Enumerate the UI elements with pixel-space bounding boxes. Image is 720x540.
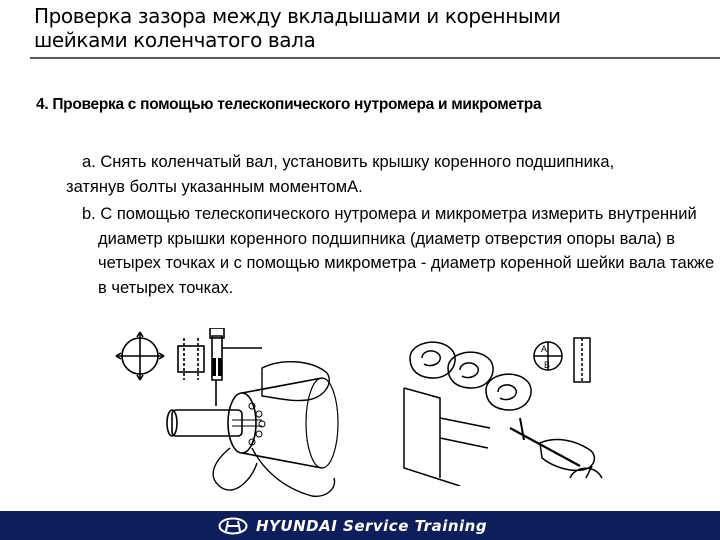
page-title-line-2: шейками коленчатого вала bbox=[34, 28, 316, 52]
page-title bbox=[34, 4, 694, 52]
title-divider bbox=[30, 57, 720, 59]
hyundai-logo-icon bbox=[218, 517, 248, 535]
telescopic-gauge-illustration bbox=[400, 328, 610, 486]
figure-label-a: A bbox=[541, 344, 548, 354]
footer-bar bbox=[0, 511, 720, 540]
micrometer-illustration bbox=[112, 328, 342, 503]
figure-label-b: B bbox=[544, 360, 551, 370]
page-title-line-1: Проверка зазора между вкладышами и коренными bbox=[34, 4, 561, 28]
brand-logo bbox=[218, 516, 487, 536]
section-heading: 4. Проверка с помощью телескопического нутромера и микрометра bbox=[36, 96, 542, 113]
brand-text: HYUNDAI Service Training bbox=[256, 517, 488, 535]
step-a-text: a. Снять коленчатый вал, установить крышку коренного подшипника, затянув болты указанным моментомА. bbox=[66, 153, 615, 196]
step-b-text: b. С помощью телескопического нутромера и микрометра измерить внутренний диаметр крышки коренного подшипника (диаметр отверстия опоры вала) в четырех точках и с помощью микрометра - диаметр коренной шейки вала также в четырех точках. bbox=[82, 205, 715, 297]
